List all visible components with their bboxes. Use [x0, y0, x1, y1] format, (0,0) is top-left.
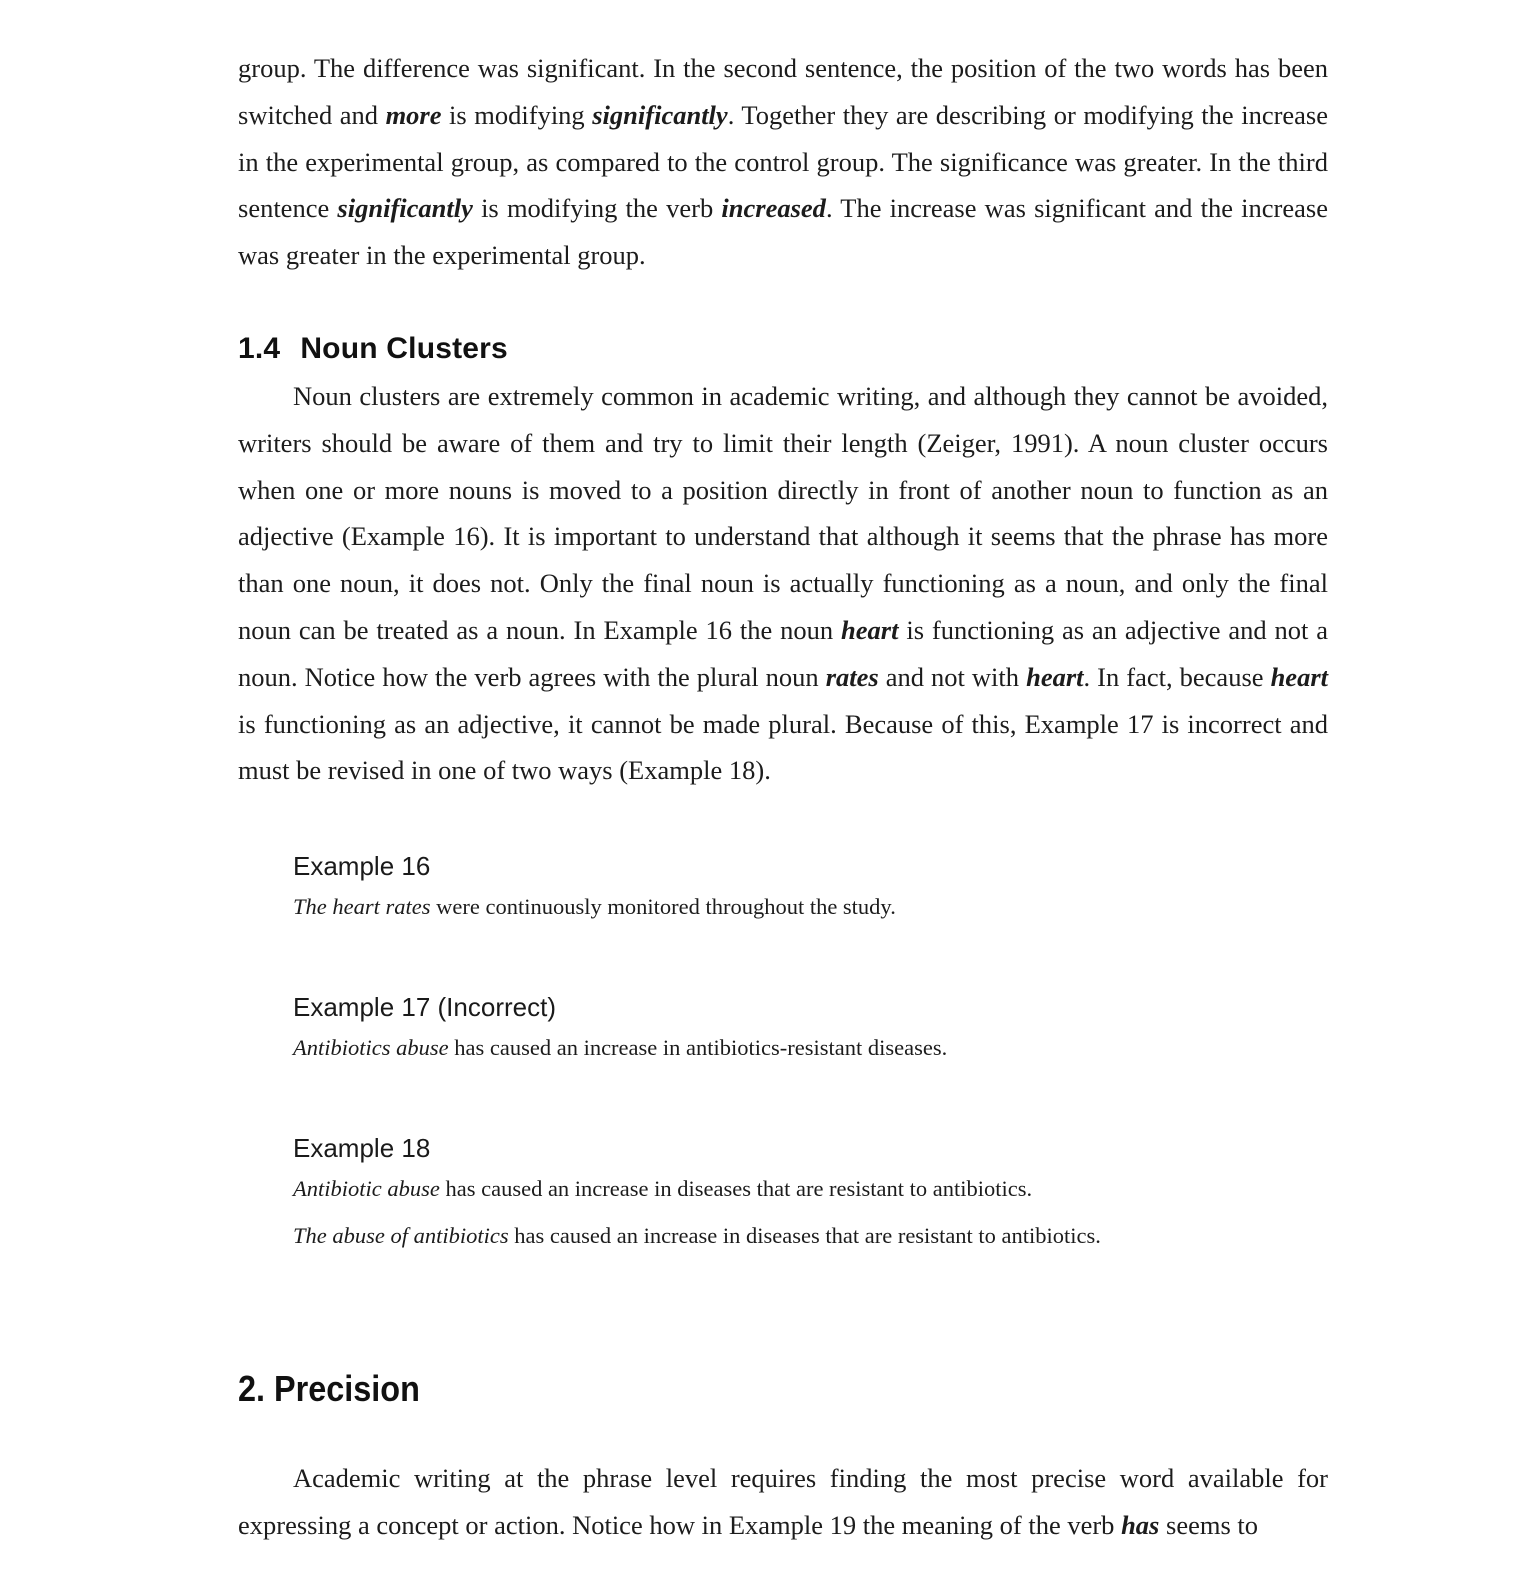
section-title: Noun Clusters [300, 332, 508, 365]
text-run: Noun clusters are extremely common in academic writing, and although they cannot be avoided, writers should be aware of them and try to limit their length (Zeiger, 1991). A noun cluster occurs when one or more nouns is moved to a position directly in front of another noun to function as an adjective (Example 16). It is important to understand that although it seems that the phrase has more than one noun, it does not. Only the final noun is actually functioning as a noun, and only the final noun can be treated as a noun. In Example 16 the noun [238, 381, 1328, 645]
intro-paragraph [238, 45, 1328, 279]
text-run: is modifying [441, 99, 593, 130]
text-run: seems to [1159, 1509, 1258, 1540]
example-16 [293, 849, 1328, 930]
example-sentence [293, 1024, 1328, 1071]
text-run: Academic writing at the phrase level requires finding the most precise word available for expressing a concept or action. Notice how in Example 19 the meaning of the verb [238, 1463, 1328, 1540]
text-run: . The increase was significant and the increase was greater in the experimental group. [238, 193, 1328, 271]
text-run: is functioning as an adjective, it cannot be made plural. Because of this, Example 17 is incorrect and must be revised in one of two ways (Example 18). [238, 708, 1328, 786]
example-sentence [293, 1165, 1328, 1212]
text-run: . In fact, because [1083, 661, 1271, 692]
example-18 [293, 1131, 1328, 1259]
section-number: 1.4 [238, 332, 281, 365]
emphasis-more: more [385, 99, 442, 130]
text-run: is functioning as an adjective and not a noun. Notice how the verb agrees with the plural noun [238, 614, 1328, 692]
example-title: Example 16 [293, 851, 431, 881]
section-heading-precision: 2. Precision [238, 1368, 420, 1409]
emphasis-significantly: significantly [592, 99, 728, 130]
emphasis-heart: heart [1270, 661, 1328, 692]
text-run: and not with [878, 661, 1027, 692]
example-italic-phrase: The abuse of antibiotics [293, 1223, 509, 1248]
example-sentence [293, 883, 1328, 930]
example-italic-phrase: Antibiotics abuse [293, 1035, 449, 1060]
example-text: has caused an increase in antibiotics-resistant diseases. [448, 1035, 948, 1060]
emphasis-has: has [1121, 1509, 1160, 1540]
emphasis-rates: rates [825, 661, 879, 692]
emphasis-heart: heart [841, 614, 899, 645]
example-italic-phrase: The heart rates [293, 894, 431, 919]
example-text: has caused an increase in diseases that are resistant to antibiotics. [508, 1223, 1101, 1248]
example-17 [293, 990, 1328, 1071]
text-run: group. The difference was significant. In the second sentence, the position of the two words has been switched and [238, 53, 1328, 130]
noun-clusters-paragraph [238, 373, 1328, 794]
example-title: Example 17 (Incorrect) [293, 992, 556, 1022]
emphasis-significantly: significantly [337, 193, 473, 224]
example-text: were continuously monitored throughout the study. [430, 894, 896, 919]
example-italic-phrase: Antibiotic abuse [293, 1176, 440, 1201]
section-heading-noun-clusters [238, 332, 508, 366]
text-run: is modifying the verb [472, 193, 722, 224]
emphasis-increased: increased [721, 193, 826, 224]
precision-paragraph [238, 1455, 1328, 1549]
emphasis-heart: heart [1026, 661, 1084, 692]
example-title: Example 18 [293, 1133, 431, 1163]
example-text: has caused an increase in diseases that are resistant to antibiotics. [439, 1176, 1033, 1201]
example-sentence [293, 1212, 1328, 1259]
text-run: . Together they are describing or modifying the increase in the experimental group, as compared to the control group. The significance was greater. In the third sentence [238, 99, 1329, 224]
